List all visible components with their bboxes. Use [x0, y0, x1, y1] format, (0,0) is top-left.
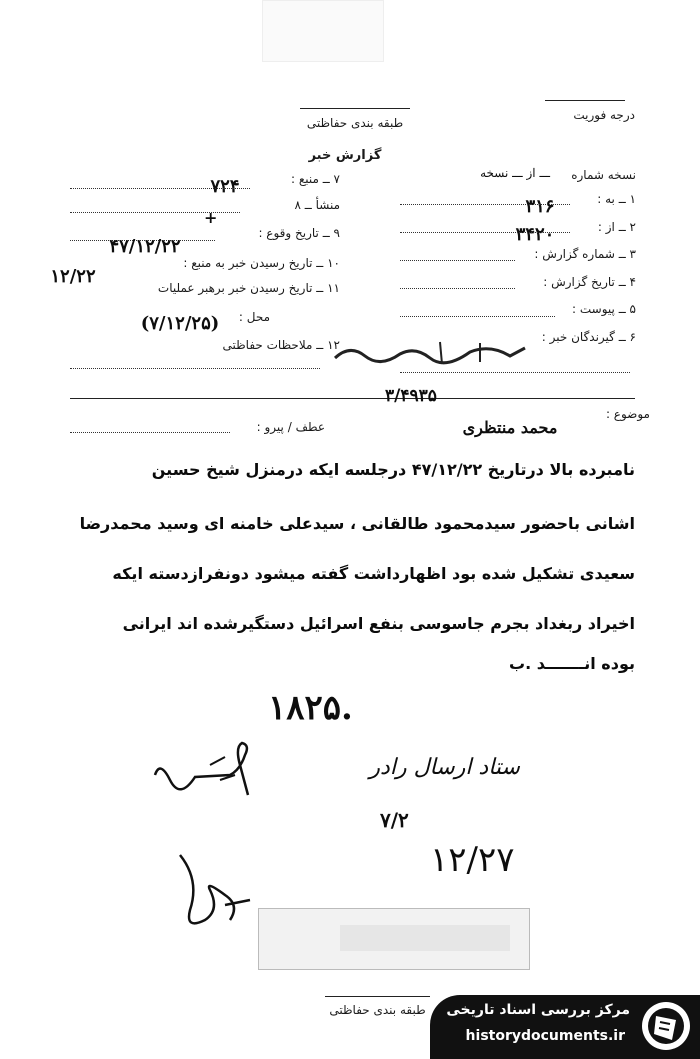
- handwritten-note: ستاد ارسال رادر: [369, 755, 520, 780]
- handwritten-mark: ۷/۲: [380, 808, 409, 832]
- copy-number-value: ـــ از ـــ نسخه: [480, 166, 550, 180]
- report-date-label: ۴ ــ تاریخ گزارش :: [543, 275, 636, 289]
- classification-underline-bottom: [325, 996, 430, 997]
- report-line-4: اخیراد ربغداد بجرم جاسوسی بنفع اسرائیل دستگیرشده اند ایرانی: [122, 614, 635, 633]
- location-value: (۷/۱۲/۲۵): [140, 313, 220, 334]
- occurrence-date-value: +: [204, 208, 218, 227]
- subject-number-mark: ۳/۴۹۳۵: [385, 386, 437, 406]
- from-label: ۲ ــ از :: [597, 220, 636, 234]
- source-receipt-date-label: ۱۰ ــ تاریخ رسیدن خبر به منبع :: [183, 256, 340, 270]
- reference-label: عطف / پیرو :: [256, 420, 325, 434]
- handwritten-signature-2: [170, 850, 260, 940]
- classification-label-top: طبقه بندی حفاظتی: [306, 116, 404, 130]
- faded-stamp-inner: [340, 925, 510, 951]
- occurrence-date-label: ۹ ــ تاریخ وقوع :: [258, 226, 340, 240]
- location-label: محل :: [238, 310, 270, 324]
- classification-label-bottom: طبقه بندی حفاظتی: [329, 1003, 426, 1017]
- origin-label: منشأ ــ ۸: [294, 198, 340, 212]
- subject-label: موضوع :: [605, 407, 650, 421]
- source-value: ۷۲۴: [210, 176, 240, 197]
- top-smudge: [262, 0, 384, 62]
- ops-receipt-date-label: ۱۱ ــ تاریخ رسیدن خبر برهبر عملیات: [157, 281, 340, 295]
- form-title: گزارش خبر: [308, 148, 382, 163]
- handwritten-scribble: [330, 340, 530, 366]
- source-label: ۷ ــ منبع :: [290, 172, 340, 186]
- handwritten-number: ۱۸۲۵.: [268, 688, 353, 728]
- archive-brand-url: historydocuments.ir: [465, 1028, 625, 1044]
- from-dots: [400, 232, 570, 233]
- report-line-3: سعیدی تشکیل شده بود اظهارداشت گفته میشود دونفرازدسته ایکه: [112, 564, 635, 583]
- subject-separator: [70, 398, 635, 399]
- copy-number-label: نسخه شماره: [571, 168, 636, 182]
- reference-dots: [70, 432, 230, 433]
- ops-receipt-date-value: ۱۲/۲۲: [50, 266, 96, 287]
- report-number-label: ۳ ــ شماره گزارش :: [534, 247, 636, 261]
- report-date-dots: [400, 288, 515, 289]
- attachment-label: ۵ ــ پیوست :: [572, 302, 636, 316]
- handwritten-date: ۱۲/۲۷: [430, 840, 515, 880]
- source-dots: [70, 188, 250, 189]
- report-line-2: اشانی باحضور سیدمحمود طالقانی ، سیدعلی خامنه ای وسید محمدرضا: [79, 514, 635, 533]
- recipients-label: ۶ ــ گیرندگان خبر :: [541, 330, 636, 344]
- to-label: ۱ ــ به :: [597, 192, 636, 206]
- to-dots: [400, 204, 570, 205]
- archive-logo-icon: [640, 1000, 692, 1052]
- from-value: ۳۴۲۰: [515, 224, 555, 245]
- urgency-label: درجه فوریت: [573, 108, 635, 122]
- to-value: ۳۱۶: [525, 196, 555, 217]
- report-line-1: نامبرده بالا درتاریخ ۴۷/۱۲/۲۲ درجلسه ایکه درمنزل شیخ حسین: [151, 460, 635, 479]
- security-notes-label: ۱۲ ــ ملاحظات حفاظتی: [222, 338, 340, 352]
- source-receipt-date-value: ۴۷/۱۲/۲۲: [109, 236, 181, 257]
- report-line-5: بوده انـــــــد .ب: [508, 654, 635, 673]
- archive-brand-persian: مرکز بررسی اسناد تاریخی: [446, 1002, 630, 1018]
- security-notes-dots: [70, 368, 320, 369]
- urgency-underline: [545, 100, 625, 101]
- subject-value: محمد منتظری: [462, 418, 558, 437]
- recipients-dots: [400, 372, 630, 373]
- handwritten-signature-1: [150, 735, 270, 805]
- report-number-dots: [400, 260, 515, 261]
- attachment-dots: [400, 316, 555, 317]
- classification-underline-top: [300, 108, 410, 109]
